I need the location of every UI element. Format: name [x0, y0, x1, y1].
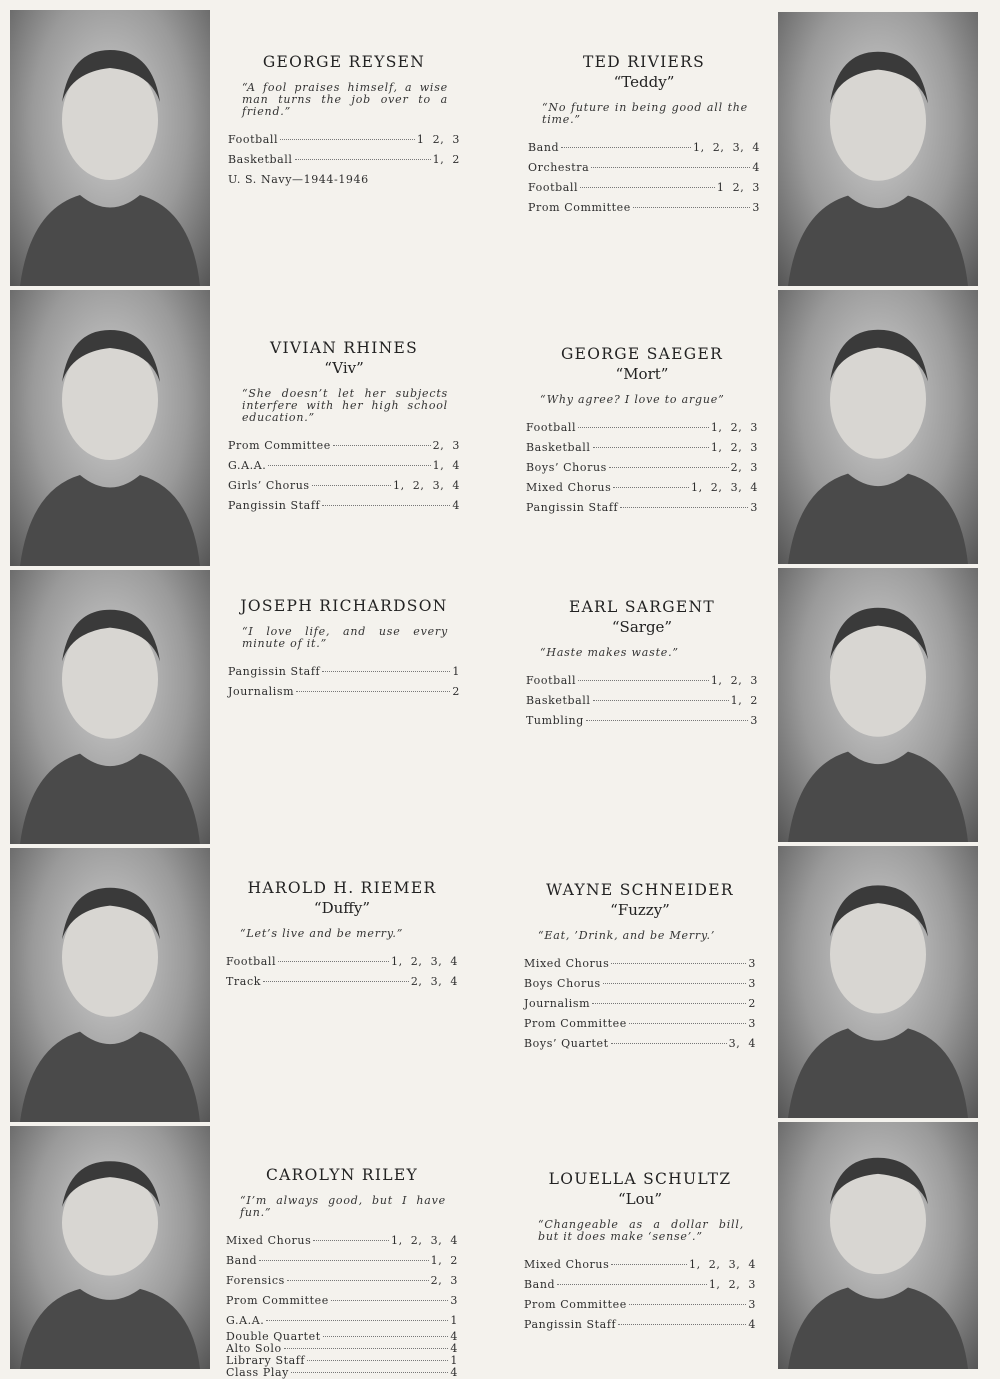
student-entry — [526, 344, 758, 518]
activity-label: Boys’ Quartet — [524, 1037, 609, 1050]
portrait-photo — [778, 12, 978, 286]
activity-label: Prom Committee — [524, 1017, 627, 1030]
activity-label: Alto Solo — [226, 1342, 282, 1355]
activity-list — [228, 436, 460, 516]
dot-leader — [278, 961, 389, 962]
activity-row — [524, 1315, 756, 1335]
activity-row — [226, 1311, 458, 1331]
activity-label: Prom Committee — [228, 439, 331, 452]
dot-leader — [333, 445, 431, 446]
student-quote: “Haste makes waste.” — [540, 646, 679, 659]
student-name: CAROLYN RILEY — [266, 1166, 418, 1184]
activity-list — [526, 418, 758, 518]
student-name: JOSEPH RICHARDSON — [240, 597, 448, 615]
student-quote: “No future in being good all the time.” — [542, 101, 748, 126]
student-name: EARL SARGENT — [568, 598, 716, 616]
student-name: VIVIAN RHINES — [269, 339, 419, 357]
activity-years: 3 — [748, 1017, 756, 1030]
portrait-photo — [10, 290, 210, 566]
portrait-photo — [10, 570, 210, 844]
activity-row — [528, 198, 760, 218]
student-nickname: “Lou” — [618, 1190, 662, 1208]
activity-years: 1, 4 — [432, 459, 460, 472]
student-name: WAYNE SCHNEIDER — [546, 881, 734, 899]
activity-years: 1, 2, 3 — [710, 674, 758, 687]
activity-row — [228, 436, 460, 456]
activity-years: 4 — [450, 1330, 458, 1343]
activity-label: Basketball — [526, 694, 591, 707]
activity-row — [228, 150, 460, 170]
activity-row — [526, 458, 758, 478]
activity-label: Mixed Chorus — [524, 957, 610, 970]
activity-row — [526, 418, 758, 438]
activity-years: 1, 2, 3 — [710, 441, 758, 454]
student-entry — [226, 878, 458, 992]
activity-years: 1 2, 3 — [416, 133, 460, 146]
dot-leader — [578, 680, 709, 681]
portrait-photo — [10, 848, 210, 1122]
student-name: GEORGE SAEGER — [560, 345, 724, 363]
dot-leader — [268, 465, 430, 466]
activity-row — [226, 952, 458, 972]
activity-label: Pangissin Staff — [228, 665, 321, 678]
activity-row — [226, 1271, 458, 1291]
student-nickname: “Duffy” — [313, 899, 371, 917]
activity-row — [226, 1291, 458, 1311]
student-entry — [526, 597, 758, 731]
activity-years: 3 — [752, 201, 760, 214]
activity-row — [228, 662, 460, 682]
activity-label: Band — [524, 1278, 556, 1291]
activity-label: Football — [526, 421, 577, 434]
dot-leader — [629, 1304, 747, 1305]
activity-row — [524, 1034, 756, 1054]
activity-list — [526, 671, 758, 731]
dot-leader — [620, 507, 748, 508]
activity-years: 3 — [748, 957, 756, 970]
activity-years: 3 — [450, 1294, 458, 1307]
activity-years: 1, 2, 3 — [710, 421, 758, 434]
activity-row — [524, 1295, 756, 1315]
activity-row — [226, 1251, 458, 1271]
dot-leader — [295, 159, 431, 160]
dot-leader — [629, 1023, 747, 1024]
activity-label: Track — [226, 975, 261, 988]
activity-row — [228, 130, 460, 150]
activity-label: Pangissin Staff — [228, 499, 321, 512]
activity-years: 2, 3, 4 — [410, 975, 458, 988]
student-quote: “Changeable as a dollar bill, but it does make ‘sense’.” — [538, 1218, 744, 1243]
dot-leader — [307, 1360, 448, 1361]
activity-row — [524, 1014, 756, 1034]
activity-row — [226, 972, 458, 992]
activity-list — [226, 952, 458, 992]
dot-leader — [296, 691, 450, 692]
activity-years: 1, 2 — [730, 694, 758, 707]
activity-years: 2, 3 — [432, 439, 460, 452]
activity-years: 3 — [750, 714, 758, 727]
activity-years: 1, 2, 3, 4 — [691, 481, 758, 494]
dot-leader — [611, 963, 746, 964]
activity-row — [228, 496, 460, 516]
activity-years: 1, 2, 3, 4 — [393, 479, 460, 492]
student-quote: “A fool praises himself, a wise man turns the job over to a friend.” — [242, 81, 448, 118]
dot-leader — [291, 1372, 448, 1373]
activity-label: Mixed Chorus — [526, 481, 612, 494]
student-entry — [528, 52, 760, 218]
activity-label: Prom Committee — [524, 1298, 627, 1311]
dot-leader — [322, 671, 450, 672]
portrait-photo — [778, 1122, 978, 1369]
activity-years: 3 — [748, 977, 756, 990]
activity-years: 1, 2, 3, 4 — [689, 1258, 756, 1271]
dot-leader — [322, 505, 450, 506]
activity-label: Double Quartet — [226, 1330, 321, 1343]
dot-leader — [323, 1336, 449, 1337]
dot-leader — [618, 1324, 746, 1325]
student-nickname: “Fuzzy” — [610, 901, 670, 919]
activity-label: Football — [528, 181, 579, 194]
activity-list — [524, 954, 756, 1054]
activity-label: Football — [228, 133, 279, 146]
student-nickname: “Sarge” — [611, 618, 673, 636]
activity-years: 3 — [750, 501, 758, 514]
activity-row — [528, 158, 760, 178]
dot-leader — [287, 1280, 429, 1281]
activity-row — [528, 138, 760, 158]
activity-years: 4 — [752, 161, 760, 174]
activity-years: 4 — [452, 499, 460, 512]
student-name: TED RIVIERS — [582, 53, 706, 71]
activity-label: Football — [226, 955, 277, 968]
dot-leader — [331, 1300, 449, 1301]
activity-years: 1, 2, 3, 4 — [391, 1234, 458, 1247]
portrait-photo — [10, 1126, 210, 1369]
student-quote: “Let’s live and be merry.” — [240, 927, 404, 940]
activity-label: Journalism — [228, 685, 295, 698]
activity-row — [528, 178, 760, 198]
student-quote: “I love life, and use every minute of it.” — [242, 625, 448, 650]
activity-label: Prom Committee — [226, 1294, 329, 1307]
activity-row — [524, 1275, 756, 1295]
dot-leader — [312, 485, 391, 486]
dot-leader — [593, 700, 729, 701]
activity-row — [526, 438, 758, 458]
student-quote: “Eat, ’Drink, and be Merry.’ — [538, 929, 716, 942]
activity-years: 1 — [452, 665, 460, 678]
activity-label: Mixed Chorus — [524, 1258, 610, 1271]
dot-leader — [613, 487, 689, 488]
activity-row — [228, 682, 460, 702]
activity-list — [228, 662, 460, 702]
activity-list — [228, 130, 460, 190]
activity-label: Band — [226, 1254, 258, 1267]
activity-years: 1 — [450, 1354, 458, 1367]
activity-years: 1 2, 3 — [716, 181, 760, 194]
activity-years: 1 — [450, 1314, 458, 1327]
student-quote: “Why agree? I love to argue” — [540, 393, 725, 406]
activity-label: Tumbling — [526, 714, 584, 727]
activity-years: 4 — [748, 1318, 756, 1331]
activity-label: Journalism — [524, 997, 591, 1010]
dot-leader — [592, 1003, 746, 1004]
activity-list — [226, 1231, 458, 1379]
activity-row — [526, 691, 758, 711]
portrait-photo — [10, 10, 210, 286]
student-name: HAROLD H. RIEMER — [247, 879, 437, 897]
activity-years: 2 — [748, 997, 756, 1010]
dot-leader — [633, 207, 751, 208]
dot-leader — [259, 1260, 428, 1261]
activity-label: Orchestra — [528, 161, 590, 174]
activity-label: Football — [526, 674, 577, 687]
student-nickname: “Mort” — [615, 365, 669, 383]
student-nickname: “Viv” — [324, 359, 364, 377]
activity-years: 4 — [450, 1366, 458, 1379]
activity-row — [526, 711, 758, 731]
activity-label: Forensics — [226, 1274, 285, 1287]
dot-leader — [591, 167, 750, 168]
student-entry — [228, 52, 460, 190]
dot-leader — [266, 1320, 448, 1321]
activity-label: U. S. Navy—1944-1946 — [228, 173, 369, 186]
student-quote: “She doesn’t let her subjects interfere with her high school education.” — [242, 387, 448, 424]
activity-row — [524, 974, 756, 994]
activity-label: G.A.A. — [228, 459, 267, 472]
activity-label: Girls’ Chorus — [228, 479, 310, 492]
dot-leader — [280, 139, 415, 140]
activity-list — [528, 138, 760, 218]
student-entry — [228, 596, 460, 702]
activity-row — [524, 1255, 756, 1275]
dot-leader — [593, 447, 709, 448]
activity-row — [524, 994, 756, 1014]
activity-row — [526, 671, 758, 691]
student-name: GEORGE REYSEN — [262, 53, 426, 71]
activity-row — [524, 954, 756, 974]
activity-years: 3 — [748, 1298, 756, 1311]
activity-label: Mixed Chorus — [226, 1234, 312, 1247]
activity-label: Prom Committee — [528, 201, 631, 214]
dot-leader — [586, 720, 749, 721]
activity-years: 1, 2, 3 — [708, 1278, 756, 1291]
dot-leader — [611, 1043, 727, 1044]
dot-leader — [578, 427, 709, 428]
activity-label: Boys’ Chorus — [526, 461, 607, 474]
student-nickname: “Teddy” — [613, 73, 675, 91]
activity-label: Boys Chorus — [524, 977, 601, 990]
activity-row — [228, 170, 460, 190]
activity-years: 2, 3 — [730, 461, 758, 474]
student-entry — [524, 1169, 756, 1335]
dot-leader — [557, 1284, 707, 1285]
activity-row — [226, 1231, 458, 1251]
activity-row — [526, 478, 758, 498]
dot-leader — [609, 467, 729, 468]
activity-row — [526, 498, 758, 518]
dot-leader — [284, 1348, 449, 1349]
student-entry — [524, 880, 756, 1054]
activity-list — [524, 1255, 756, 1335]
portrait-photo — [778, 568, 978, 842]
activity-label: Pangissin Staff — [526, 501, 619, 514]
activity-label: Class Play — [226, 1366, 289, 1379]
activity-years: 3, 4 — [728, 1037, 756, 1050]
portrait-photo — [778, 290, 978, 564]
activity-years: 1, 2 — [432, 153, 460, 166]
student-name: LOUELLA SCHULTZ — [548, 1170, 732, 1188]
activity-row — [228, 456, 460, 476]
activity-label: Basketball — [526, 441, 591, 454]
activity-label: G.A.A. — [226, 1314, 265, 1327]
student-quote: “I’m always good, but I have fun.” — [240, 1194, 446, 1219]
dot-leader — [611, 1264, 687, 1265]
activity-years: 1, 2, 3, 4 — [693, 141, 760, 154]
dot-leader — [561, 147, 691, 148]
activity-label: Band — [528, 141, 560, 154]
dot-leader — [313, 1240, 389, 1241]
activity-years: 4 — [450, 1342, 458, 1355]
activity-label: Basketball — [228, 153, 293, 166]
activity-years: 1, 2 — [430, 1254, 458, 1267]
activity-years: 1, 2, 3, 4 — [391, 955, 458, 968]
dot-leader — [603, 983, 747, 984]
activity-label: Library Staff — [226, 1354, 306, 1367]
student-entry — [226, 1165, 458, 1379]
activity-row — [228, 476, 460, 496]
dot-leader — [580, 187, 715, 188]
activity-years: 2 — [452, 685, 460, 698]
activity-label: Pangissin Staff — [524, 1318, 617, 1331]
portrait-photo — [778, 846, 978, 1118]
activity-years: 2, 3 — [430, 1274, 458, 1287]
dot-leader — [263, 981, 409, 982]
student-entry — [228, 338, 460, 516]
